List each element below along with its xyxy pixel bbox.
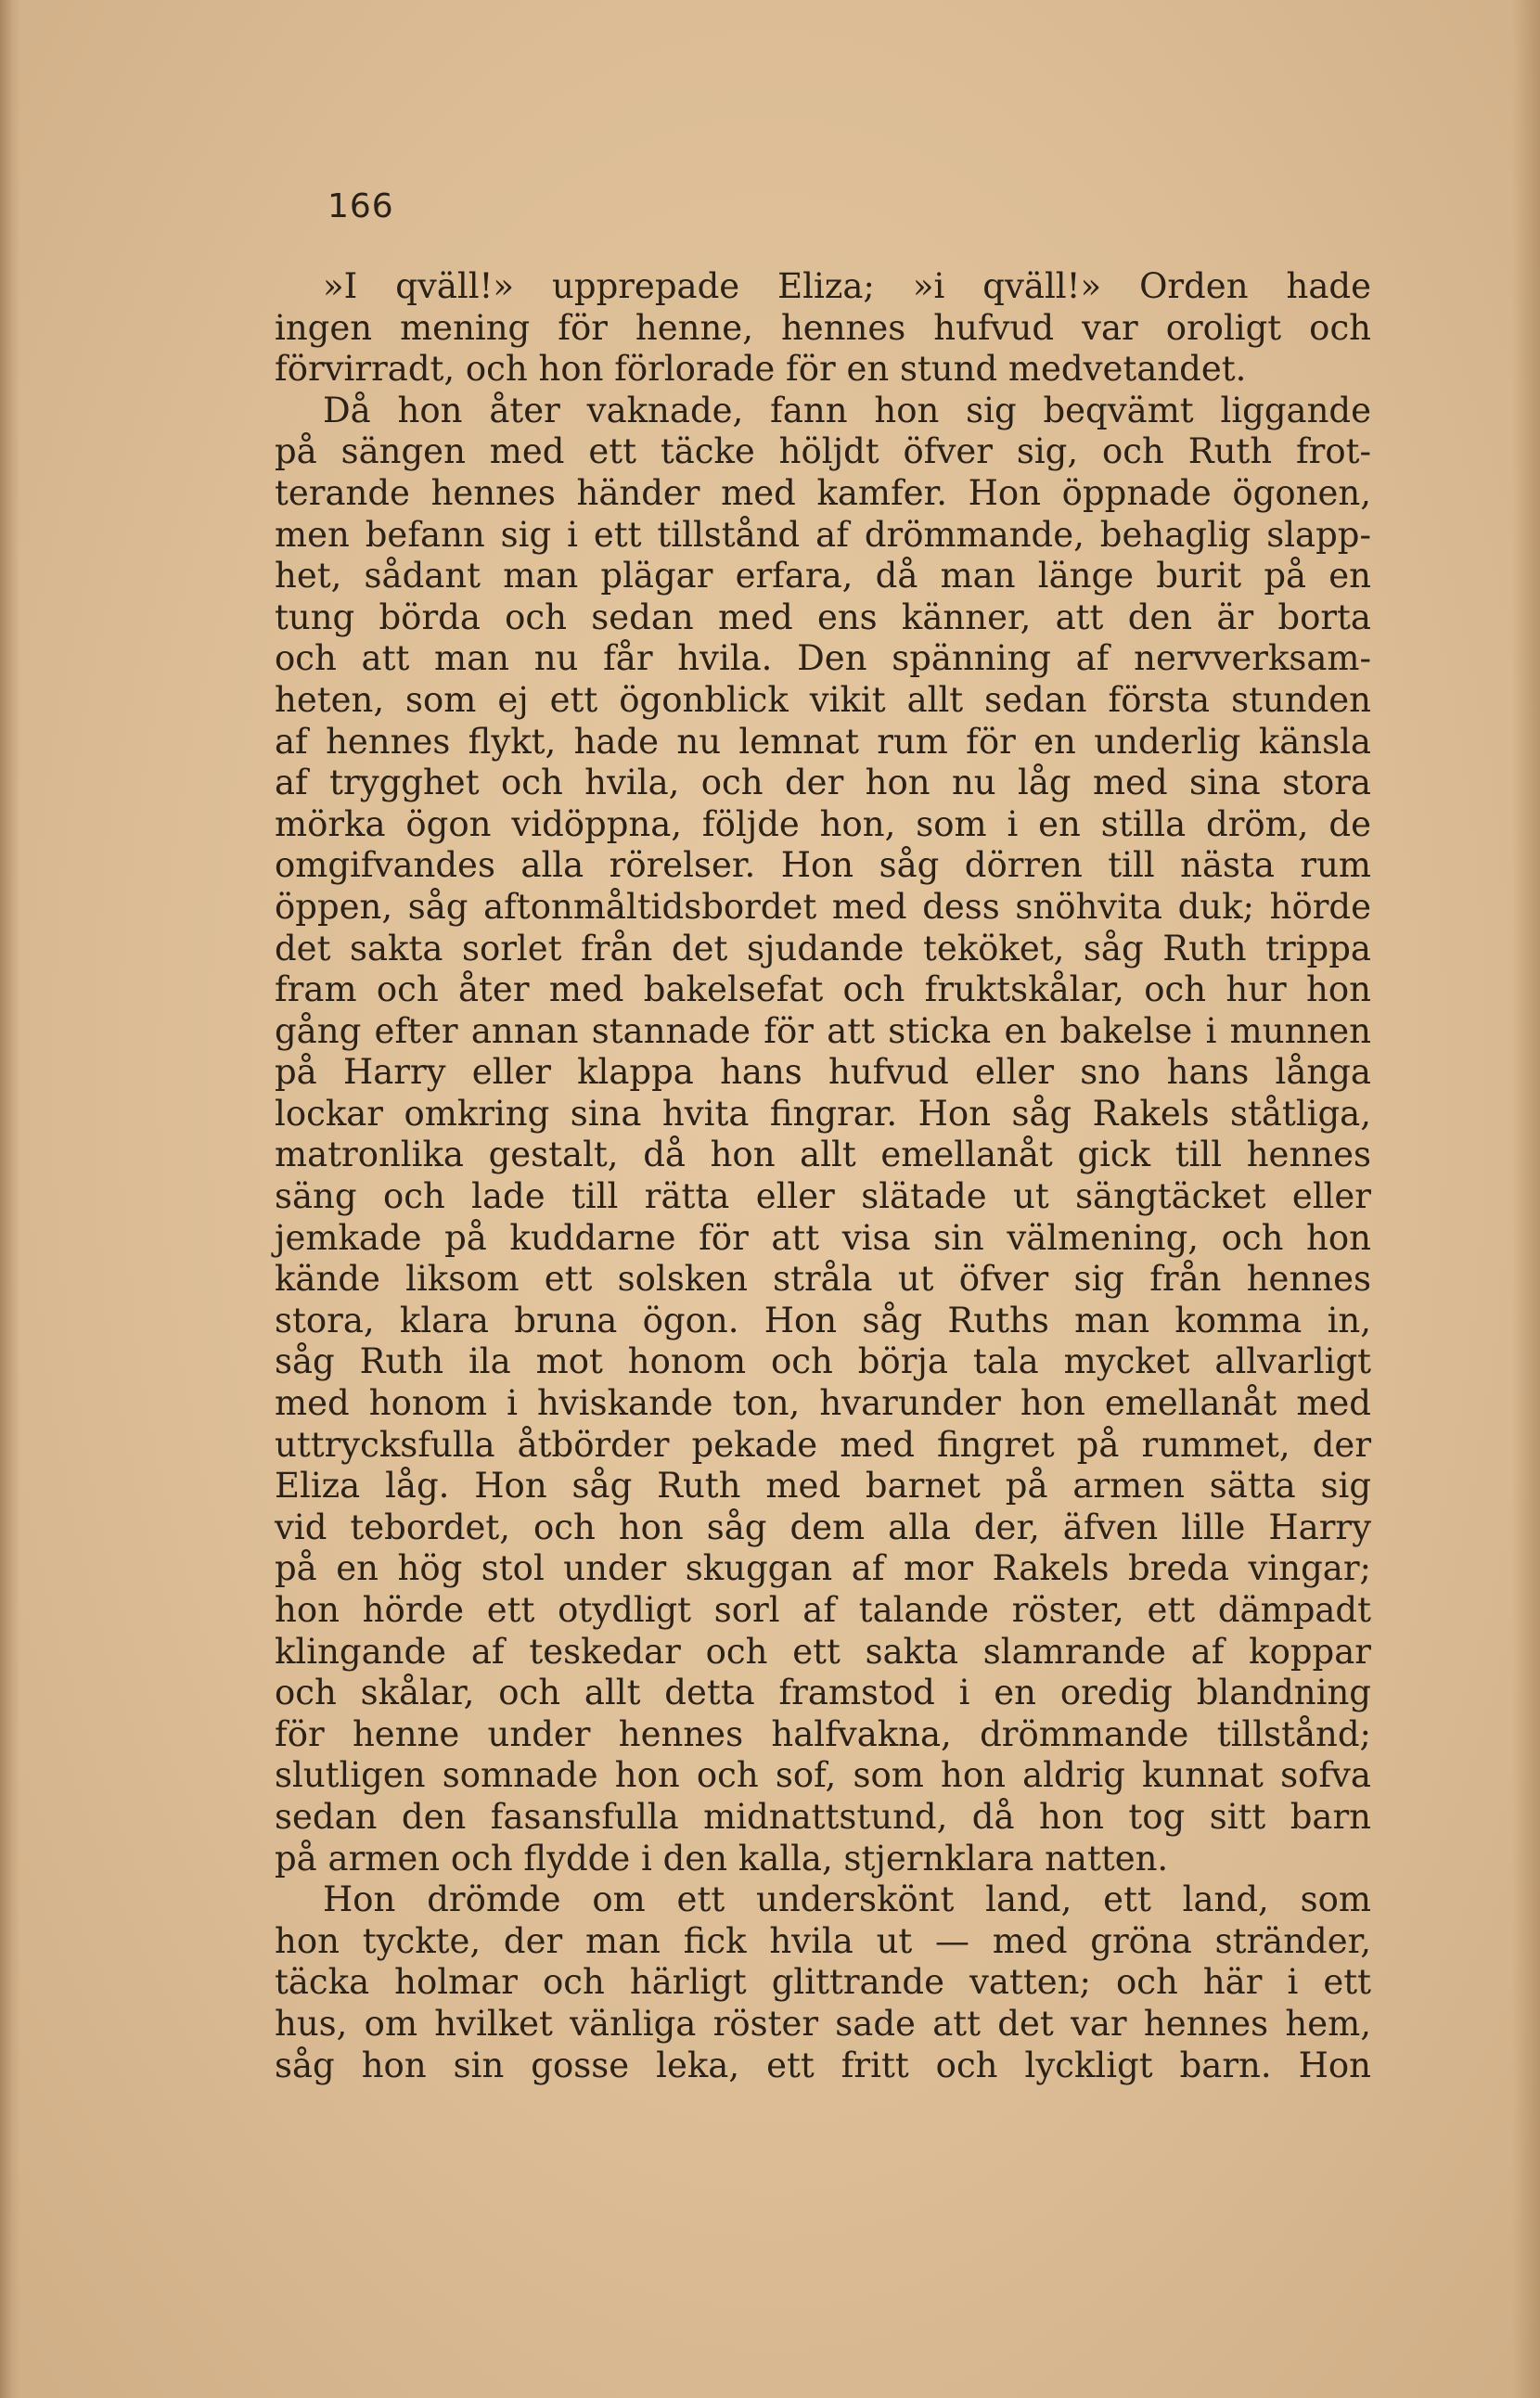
- page-number: 166: [327, 187, 394, 225]
- text-line: såg Ruth ila mot honom och börja tala mycket allvarligt: [275, 1341, 1371, 1382]
- text-line: Då hon åter vaknade, fann hon sig beqvämt liggande: [323, 390, 1371, 430]
- text-line: på en hög stol under skuggan af mor Rakels breda vingar;: [275, 1548, 1371, 1589]
- text-line: för henne under hennes halfvakna, drömmande tillstånd;: [275, 1713, 1371, 1754]
- text-line: förvirradt, och hon förlorade för en stund medvetandet.: [275, 349, 1247, 390]
- text-line: på sängen med ett täcke höljdt öfver sig, och Ruth frot-: [275, 431, 1371, 472]
- text-line: af trygghet och hvila, och der hon nu låg med sina stora: [275, 763, 1371, 803]
- text-line: omgifvandes alla rörelser. Hon såg dörren till nästa rum: [275, 845, 1371, 886]
- text-line: det sakta sorlet från det sjudande teköket, såg Ruth trippa: [275, 928, 1371, 968]
- text-line: mörka ögon vidöppna, följde hon, som i en stilla dröm, de: [275, 803, 1371, 844]
- text-line: hus, om hvilket vänliga röster sade att det var hennes hem,: [275, 2003, 1371, 2044]
- text-line: slutligen somnade hon och sof, som hon aldrig kunnat sofva: [275, 1755, 1371, 1796]
- text-line: terande hennes händer med kamfer. Hon öppnade ögonen,: [275, 472, 1371, 513]
- text-line: gång efter annan stannade för att sticka en bakelse i munnen: [275, 1010, 1371, 1051]
- body-text: [275, 266, 1371, 2086]
- text-line: af hennes flykt, hade nu lemnat rum för en underlig känsla: [275, 721, 1371, 762]
- text-line: såg hon sin gosse leka, ett fritt och lyckligt barn. Hon: [275, 2045, 1371, 2085]
- text-line: på Harry eller klappa hans hufvud eller sno hans långa: [275, 1052, 1371, 1093]
- text-line: het, sådant man plägar erfara, då man länge burit på en: [275, 556, 1371, 596]
- text-line: lockar omkring sina hvita fingrar. Hon såg Rakels ståtliga,: [275, 1093, 1371, 1134]
- text-line: och att man nu får hvila. Den spänning af nervverksam-: [275, 638, 1371, 679]
- text-line: heten, som ej ett ögonblick vikit allt sedan första stunden: [275, 679, 1371, 720]
- text-line: ingen mening för henne, hennes hufvud var oroligt och: [275, 307, 1371, 348]
- text-line: »I qväll!» upprepade Eliza; »i qväll!» Orden hade: [323, 266, 1371, 306]
- text-line: hon hörde ett otydligt sorl af talande röster, ett dämpadt: [275, 1590, 1371, 1630]
- text-line: klingande af teskedar och ett sakta slamrande af koppar: [275, 1631, 1371, 1672]
- text-line: uttrycksfulla åtbörder pekade med fingret på rummet, der: [275, 1424, 1371, 1465]
- text-line: täcka holmar och härligt glittrande vatten; och här i ett: [275, 1962, 1371, 2003]
- text-line: tung börda och sedan med ens känner, att den är borta: [275, 596, 1371, 637]
- text-line: sedan den fasansfulla midnattstund, då hon tog sitt barn: [275, 1796, 1371, 1837]
- text-line: matronlika gestalt, då hon allt emellanåt gick till hennes: [275, 1135, 1371, 1175]
- text-line: fram och åter med bakelsefat och fruktskålar, och hur hon: [275, 969, 1371, 1010]
- text-line: stora, klara bruna ögon. Hon såg Ruths man komma in,: [275, 1300, 1371, 1340]
- text-line: med honom i hviskande ton, hvarunder hon emellanåt med: [275, 1383, 1371, 1424]
- text-line: säng och lade till rätta eller slätade ut sängtäcket eller: [275, 1176, 1371, 1217]
- text-line: jemkade på kuddarne för att visa sin välmening, och hon: [275, 1217, 1371, 1258]
- text-line: öppen, såg aftonmåltidsbordet med dess snöhvita duk; hörde: [275, 886, 1371, 927]
- text-line: hon tyckte, der man fick hvila ut — med gröna stränder,: [275, 1920, 1371, 1961]
- text-line: men befann sig i ett tillstånd af drömmande, behaglig slapp-: [275, 514, 1371, 555]
- text-line: och skålar, och allt detta framstod i en oredig blandning: [275, 1673, 1371, 1713]
- text-line: vid tebordet, och hon såg dem alla der, äfven lille Harry: [275, 1507, 1371, 1547]
- text-line: kände liksom ett solsken stråla ut öfver sig från hennes: [275, 1259, 1371, 1300]
- text-line: på armen och flydde i den kalla, stjernklara natten.: [275, 1838, 1169, 1879]
- text-line: Hon drömde om ett underskönt land, ett land, som: [323, 1879, 1371, 1920]
- text-line: Eliza låg. Hon såg Ruth med barnet på armen sätta sig: [275, 1466, 1371, 1507]
